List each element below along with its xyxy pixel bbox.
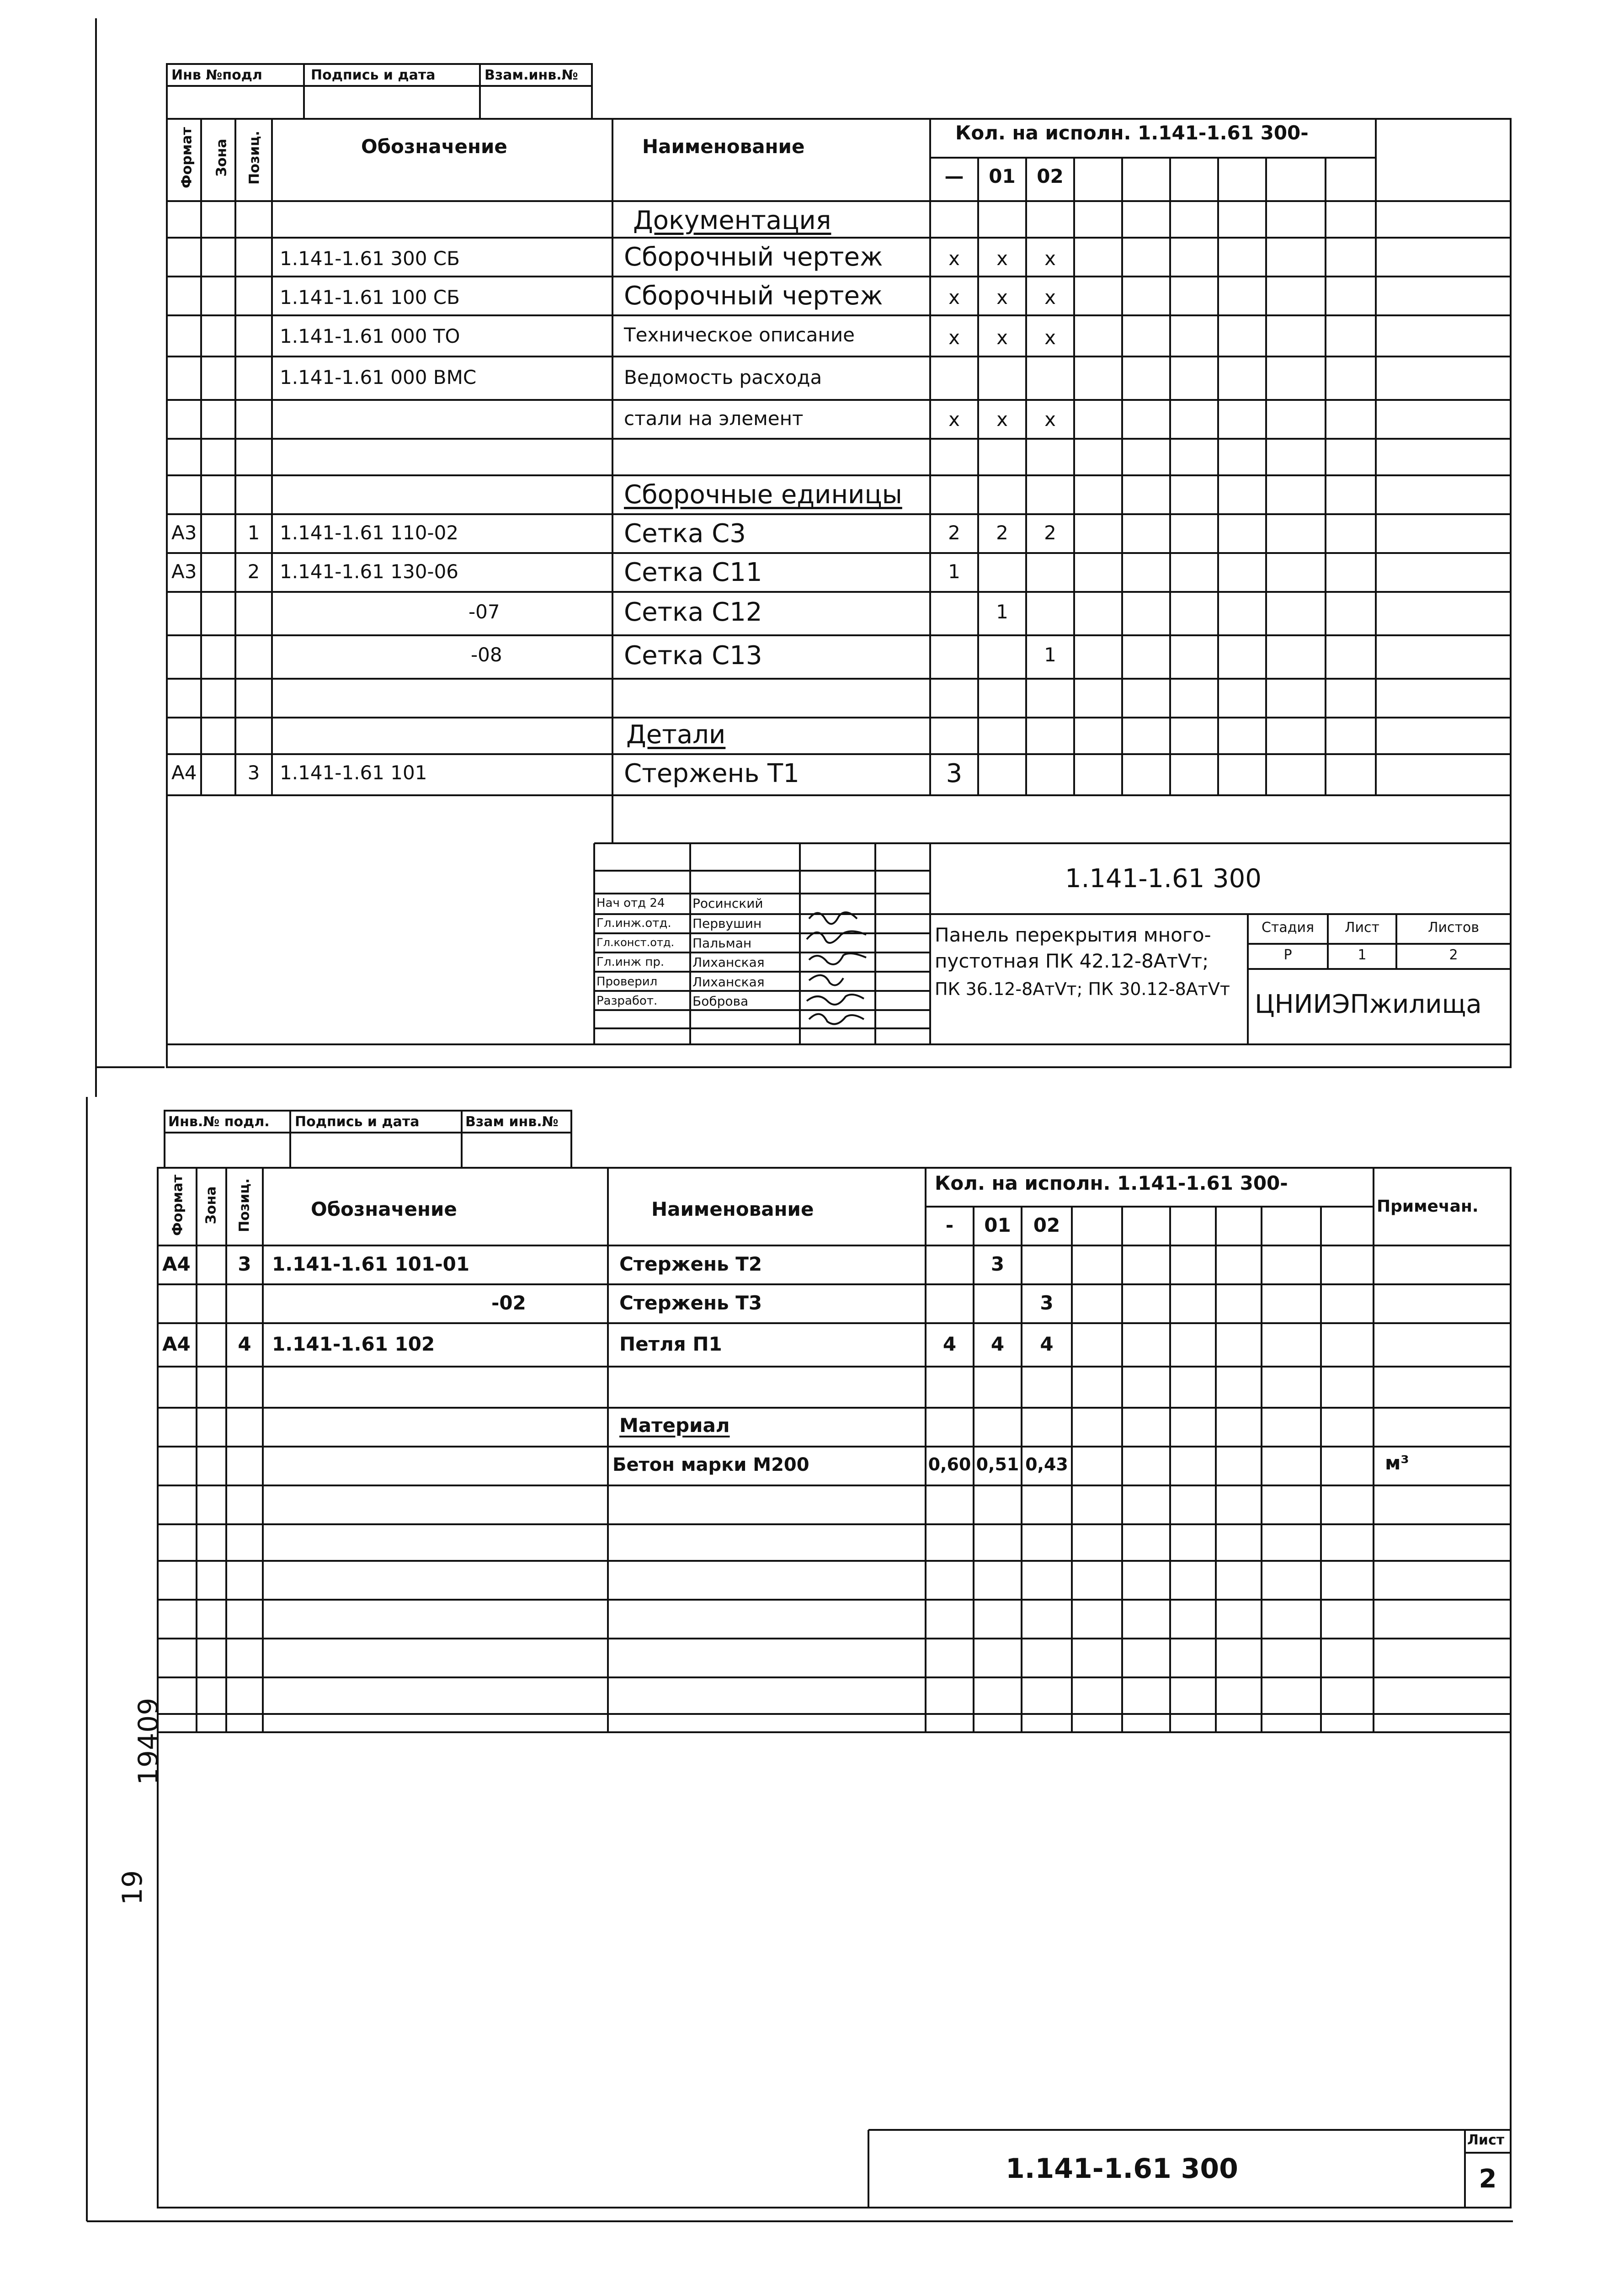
row-designation: 1.141-1.61 110-02: [280, 522, 459, 544]
qty-cell: 4: [990, 1333, 1005, 1355]
row-name: Бетон марки М200: [612, 1454, 809, 1475]
row-name: Сборочный чертеж: [624, 281, 883, 311]
row-position: 3: [238, 1253, 251, 1275]
row-name: Сетка С11: [624, 558, 762, 587]
header-name: Наименование: [642, 135, 805, 158]
qty-cell: х: [1044, 247, 1056, 270]
row-designation: 1.141-1.61 000 ТО: [280, 325, 460, 347]
row-designation: 1.141-1.61 101: [280, 761, 427, 784]
row-designation: -02: [491, 1292, 526, 1314]
title-line: Панель перекрытия много-: [935, 924, 1211, 946]
signature-role: Разработ.: [596, 994, 658, 1008]
row-designation: 1.141-1.61 101-01: [272, 1253, 470, 1275]
row-name: стали на элемент: [624, 407, 804, 430]
qty-cell: х: [1044, 408, 1056, 431]
qty-cell: 0,43: [1025, 1454, 1068, 1474]
row-position: 1: [247, 522, 260, 544]
row-position: 2: [247, 560, 260, 583]
qty-cell: 2: [996, 522, 1008, 544]
sheets-label: Листов: [1427, 920, 1480, 936]
qty-cell: 0,51: [976, 1454, 1019, 1474]
signature-role: Нач отд 24: [596, 896, 665, 910]
row-format: А3: [171, 560, 197, 583]
stage-label: Стадия: [1261, 920, 1315, 936]
qty-cell: 2: [948, 522, 960, 544]
footer-sheet-label: Лист: [1467, 2132, 1505, 2148]
stamp-inv-label: Инв.№ подл.: [168, 1114, 270, 1130]
header-format: Формат: [170, 1175, 186, 1236]
qty-cell: х: [948, 408, 960, 431]
qty-cell: 3: [1040, 1292, 1054, 1314]
signature-name: Росинский: [692, 896, 763, 911]
stamp-replace-label: Взам инв.№: [465, 1114, 559, 1130]
row-name: Сетка С3: [624, 519, 746, 548]
qty-cell: х: [996, 247, 1008, 270]
sheet-label: Лист: [1344, 920, 1380, 936]
signature-role: Проверил: [596, 975, 658, 989]
qty-cell: 4: [942, 1333, 957, 1355]
header-designation: Обозначение: [311, 1198, 457, 1220]
footer-doc-number: 1.141-1.61 300: [1006, 2153, 1238, 2185]
qty-cell: 2: [1044, 522, 1056, 544]
header-name: Наименование: [651, 1198, 814, 1220]
header-quantity: Кол. на исполн. 1.141-1.61 300-: [955, 122, 1309, 144]
signature-name: Лиханская: [692, 955, 765, 970]
section-heading: Детали: [626, 720, 726, 750]
row-name: Ведомость расхода: [624, 366, 822, 388]
row-designation: 1.141-1.61 300 СБ: [280, 247, 460, 270]
qty-cell: 0,60: [928, 1454, 971, 1474]
qty-cell: х: [1044, 286, 1056, 309]
title-line: пустотная ПК 42.12-8АтⅤт;: [935, 950, 1209, 972]
header-position: Позиц.: [246, 131, 263, 185]
signature-role: Гл.инж пр.: [596, 955, 665, 969]
qty-cell: 3: [990, 1253, 1005, 1275]
row-format: А3: [171, 522, 197, 544]
header-designation: Обозначение: [361, 135, 507, 158]
header-zone: Зона: [203, 1186, 219, 1224]
stamp-signature-label: Подпись и дата: [295, 1114, 420, 1130]
stamp-inv-label: Инв №подл: [171, 67, 262, 83]
sheets-value: 2: [1449, 947, 1458, 963]
title-line: ПК 36.12-8АтⅤт; ПК 30.12-8АтⅤт: [935, 979, 1230, 999]
signature-name: Лиханская: [692, 974, 765, 990]
qty-cell: 3: [946, 759, 963, 788]
sheet-value: 1: [1358, 947, 1367, 963]
header-variant: —: [944, 165, 964, 187]
row-note: м³: [1385, 1452, 1409, 1474]
row-designation: -08: [471, 644, 502, 666]
row-designation: 1.141-1.61 000 ВМС: [280, 366, 477, 388]
stamp-replace-label: Взам.инв.№: [485, 67, 578, 83]
qty-cell: х: [1044, 326, 1056, 349]
qty-cell: х: [948, 247, 960, 270]
row-name: Стержень Т2: [619, 1253, 762, 1275]
header-note: Примечан.: [1377, 1197, 1479, 1216]
row-designation: 1.141-1.61 130-06: [280, 560, 459, 583]
qty-cell: х: [996, 286, 1008, 309]
row-format: А4: [162, 1253, 191, 1275]
header-variant: 01: [989, 165, 1016, 187]
row-name: Сетка С12: [624, 597, 762, 627]
row-format: А4: [162, 1333, 191, 1355]
signature-role: Гл.инж.отд.: [596, 916, 671, 930]
row-format: А4: [171, 761, 197, 784]
qty-cell: х: [996, 326, 1008, 349]
header-zone: Зона: [213, 138, 230, 177]
row-name: Сборочный чертеж: [624, 242, 883, 272]
header-variant: 01: [984, 1214, 1011, 1236]
section-heading: Сборочные единицы: [624, 480, 902, 510]
stamp-signature-label: Подпись и дата: [311, 67, 436, 83]
signature-name: Первушин: [692, 916, 762, 931]
section-heading: Материал: [619, 1414, 730, 1437]
row-name: Техническое описание: [624, 324, 855, 346]
row-designation: -07: [469, 601, 500, 623]
qty-cell: х: [948, 286, 960, 309]
header-variant: 02: [1033, 1214, 1060, 1236]
signature-name: Боброва: [692, 994, 749, 1009]
section-heading: Документация: [633, 206, 831, 235]
stage-value: Р: [1283, 947, 1292, 963]
qty-cell: 1: [948, 560, 960, 583]
row-name: Сетка С13: [624, 641, 762, 671]
inventory-number: 19409: [133, 1698, 165, 1785]
row-position: 4: [238, 1333, 251, 1355]
signature-role: Гл.конст.отд.: [596, 936, 675, 949]
page-number: 19: [117, 1870, 149, 1905]
header-variant: -: [945, 1214, 954, 1236]
header-position: Позиц.: [236, 1178, 253, 1232]
footer-sheet-number: 2: [1479, 2164, 1497, 2194]
row-name: Петля П1: [619, 1333, 722, 1355]
organization: ЦНИИЭПжилища: [1255, 990, 1482, 1019]
signature-name: Пальман: [692, 936, 752, 951]
header-variant: 02: [1037, 165, 1064, 187]
header-quantity: Кол. на исполн. 1.141-1.61 300-: [935, 1172, 1288, 1194]
row-name: Стержень Т1: [624, 759, 799, 788]
qty-cell: 4: [1040, 1333, 1054, 1355]
row-position: 3: [247, 761, 260, 784]
row-name: Стержень Т3: [619, 1292, 762, 1314]
qty-cell: х: [948, 326, 960, 349]
row-designation: 1.141-1.61 102: [272, 1333, 435, 1355]
doc-number: 1.141-1.61 300: [1065, 864, 1262, 894]
qty-cell: х: [996, 408, 1008, 431]
qty-cell: 1: [1044, 644, 1056, 666]
header-format: Формат: [179, 127, 195, 188]
row-designation: 1.141-1.61 100 СБ: [280, 286, 460, 309]
qty-cell: 1: [996, 601, 1008, 623]
